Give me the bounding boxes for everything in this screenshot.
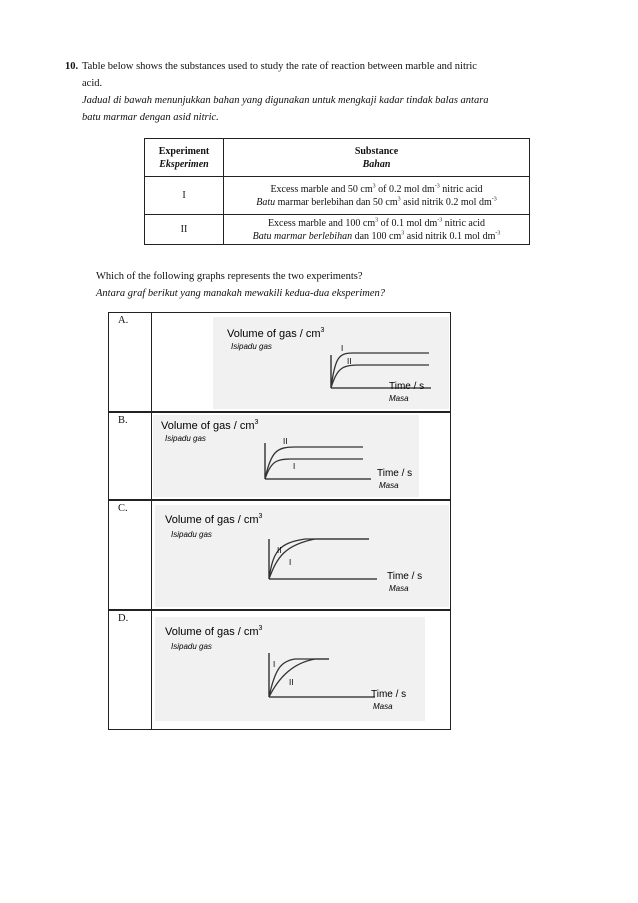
curve-top-label: II	[277, 546, 282, 555]
option-label: C.	[118, 503, 128, 514]
table-row	[145, 215, 530, 245]
option-label: B.	[118, 415, 128, 426]
substance-table	[144, 138, 530, 245]
graph-xlabel-ms: Masa	[379, 481, 399, 490]
question-text-en-1: Table below shows the substances used to study the rate of reaction between marble and nitric	[82, 61, 477, 72]
curve-bottom	[269, 659, 329, 697]
option-c[interactable]	[108, 500, 451, 610]
graph-a-svg	[213, 317, 449, 409]
question-block	[65, 58, 572, 126]
substance-ms: Batu marmar berlebihan dan 50 $cm^3$ asid nitrik 0.2 mol $dm^{-3}$	[256, 196, 497, 208]
substance-ms: Batu marmar berlebihan dan 100 $cm^3$ asid nitrik 0.1 mol $dm^{-3}$	[252, 230, 501, 242]
question-text-en-2: acid.	[82, 78, 103, 89]
graph-b-svg	[153, 415, 419, 497]
option-label: A.	[118, 315, 129, 326]
experiment-id: I	[145, 177, 224, 215]
curve-bottom-label: II	[347, 357, 352, 366]
header-substance-en: Substance	[354, 145, 399, 157]
graph-ylabel-ms: Isipadu gas	[171, 642, 212, 651]
header-substance	[224, 139, 530, 177]
graph-ylabel-ms: Isipadu gas	[231, 342, 272, 351]
graph-xlabel-ms: Masa	[389, 584, 409, 593]
graph-ylabel: Volume of gas / $cm^3$	[161, 419, 259, 432]
substance-en: Excess marble and 100 $cm^3$ of 0.1 mol $dm^{-3}$ nitric acid	[267, 217, 486, 229]
graph-ylabel: Volume of gas / $cm^3$	[165, 513, 263, 526]
graph-d	[155, 617, 425, 721]
curve-top-label: I	[273, 660, 276, 669]
curve-bottom-label: II	[289, 678, 294, 687]
header-substance-ms: Bahan	[362, 158, 391, 170]
table-row	[145, 177, 530, 215]
question-number: 10.	[65, 61, 79, 72]
substance-cell	[224, 177, 530, 215]
graph-xlabel-ms: Masa	[373, 702, 393, 711]
curve-top-label: I	[341, 344, 344, 353]
table-header-row	[145, 139, 530, 177]
substance-en: Excess marble and 50 $cm^3$ of 0.2 mol $dm^{-3}$ nitric acid	[270, 183, 483, 195]
option-d[interactable]	[108, 610, 451, 730]
prompt-en: Which of the following graphs represents the two experiments?	[96, 271, 363, 282]
curve-bottom	[265, 459, 363, 479]
curve-bottom-label: I	[293, 462, 296, 471]
header-experiment-en: Experiment	[158, 145, 210, 157]
graph-ylabel: Volume of gas / $cm^3$	[227, 327, 325, 340]
curve-top-label: II	[283, 437, 288, 446]
option-b[interactable]	[108, 412, 451, 500]
graph-xlabel: Time / s	[371, 689, 407, 700]
option-label-cell	[109, 501, 152, 609]
question-text-ms-1: Jadual di bawah menunjukkan bahan yang digunakan untuk mengkaji kadar tindak balas antara	[82, 95, 489, 106]
prompt-ms: Antara graf berikut yang manakah mewakili kedua-dua eksperimen?	[96, 288, 385, 299]
graph-c-svg	[155, 505, 449, 607]
graph-c	[155, 505, 449, 607]
curve-top	[269, 539, 369, 579]
graph-xlabel: Time / s	[387, 571, 423, 582]
graph-xlabel: Time / s	[377, 468, 413, 479]
option-label-cell	[109, 611, 152, 729]
graph-ylabel-ms: Isipadu gas	[171, 530, 212, 539]
graph-ylabel: Volume of gas / $cm^3$	[165, 625, 263, 638]
experiment-id: II	[145, 215, 224, 245]
option-label-cell	[109, 413, 152, 499]
graph-d-svg	[155, 617, 425, 721]
option-label-cell	[109, 313, 152, 411]
option-label: D.	[118, 613, 129, 624]
curve-top	[265, 447, 363, 479]
graph-ylabel-ms: Isipadu gas	[165, 434, 206, 443]
header-experiment-ms: Eksperimen	[159, 158, 209, 170]
graph-xlabel: Time / s	[389, 381, 425, 392]
graph-b	[153, 415, 419, 497]
question-text-ms-2: batu marmar dengan asid nitric.	[82, 112, 219, 123]
option-a[interactable]	[108, 312, 451, 412]
curve-bottom-label: I	[289, 558, 292, 567]
header-experiment	[145, 139, 224, 177]
graph-xlabel-ms: Masa	[389, 394, 409, 403]
prompt-block	[96, 268, 385, 302]
substance-cell	[224, 215, 530, 245]
graph-a	[213, 317, 449, 409]
